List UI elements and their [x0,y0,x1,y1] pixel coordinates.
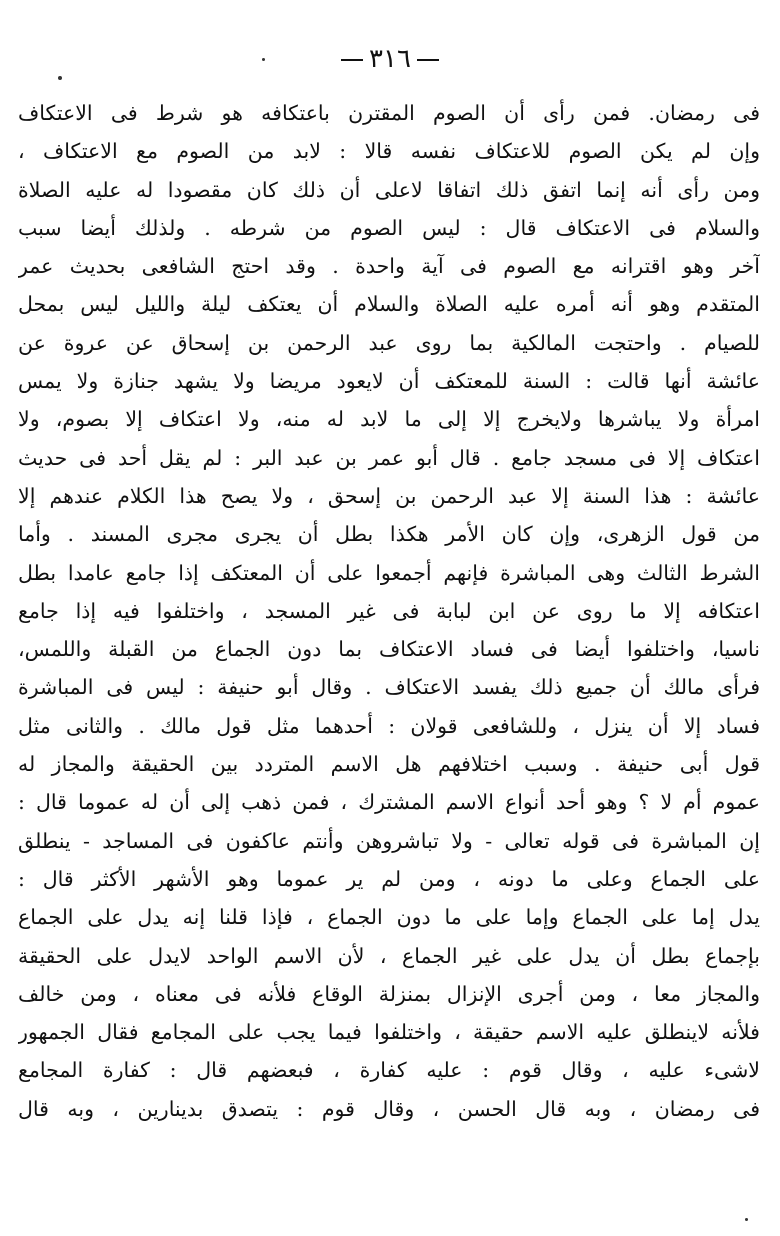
text-line-21: على الجماع وعلى ما دونه ، ومن لم ير عموما وهو الأشهر الأكثر قال : [18,866,760,891]
text-line-12: من قول الزهرى، وإن كان الأمر هكذا بطل أن يجرى مجرى المسند . وأما [18,522,760,547]
text-line-10: اعتكاف إلا فى مسجد جامع . قال أبو عمر بن عبد البر : لم يقل أحد فى حديث [18,445,760,470]
scan-speck [58,76,62,80]
text-line-13: الشرط الثالث وهى المباشرة فإنهم أجمعوا على أن المعتكف إذا جامع عامدا بطل [18,560,760,585]
text-line-5: آخر وهو اقترانه مع الصوم فى آية واحدة . وقد احتج الشافعى بحديث عمر [18,254,760,279]
text-line-23: بإجماع بطل أن يدل على غير الجماع ، لأن الاسم الواحد لايدل على الحقيقة [18,943,760,968]
text-line-2: وإن لم يكن الصوم للاعتكاف نفسه قالا : لابد من الصوم مع الاعتكاف ، [18,139,760,164]
text-line-1: فى رمضان. فمن رأى أن الصوم المقترن باعتكافه هو شرط فى الاعتكاف [18,101,760,125]
text-line-6: المتقدم وهو أنه أمره عليه الصلاة والسلام أن يعتكف ليلة والليل ليس بمحل [18,292,760,317]
text-line-16: فرأى مالك أن جميع ذلك يفسد الاعتكاف . وقال أبو حنيفة : ليس فى المباشرة [18,675,760,700]
text-line-22: يدل إما على الجماع وإما على ما دون الجماع ، فإذا قلنا إنه يدل على الجماع [18,905,760,930]
text-line-15: ناسيا، واختلفوا أيضا فى فساد الاعتكاف بما دون الجماع من القبلة واللمس، [18,637,760,662]
page-number-right-dash [417,59,439,61]
text-line-17: فساد إلا أن ينزل ، وللشافعى قولان : أحدهما مثل قول مالك . والثانى مثل [18,713,760,738]
text-line-19: عموم أم لا ؟ وهو أحد أنواع الاسم المشترك ، فمن ذهب إلى أن له عموما قال : [18,790,760,815]
page-number-text: ٣١٦ [369,44,411,74]
scan-speck [262,58,265,61]
page-number [0,44,780,74]
text-line-7: للصيام . واحتجت المالكية بما روى عبد الرحمن بن إسحاق عن عروة عن [18,330,760,355]
text-line-27: فى رمضان ، وبه قال الحسن ، وقال قوم : يتصدق بدينارين ، وبه قال [18,1096,760,1121]
text-line-11: عائشة : هذا السنة إلا عبد الرحمن بن إسحق ، ولا يصح هذا الكلام عندهم إلا [18,483,760,508]
text-line-4: والسلام فى الاعتكاف قال : ليس الصوم من شرطه . ولذلك أيضا سبب [18,215,760,240]
scan-speck [745,1218,748,1221]
page-number-left-dash [341,59,363,61]
text-line-26: لاشىء عليه ، وقال قوم : عليه كفارة ، فبعضهم قال : كفارة المجامع [18,1058,760,1083]
body-text [18,94,760,1128]
text-line-3: ومن رأى أنه إنما اتفق ذلك اتفاقا لاعلى أن ذلك كان مقصودا له عليه الصلاة [18,177,760,202]
text-line-8: عائشة أنها قالت : السنة للمعتكف أن لايعود مريضا ولا يشهد جنازة ولا يمس [18,369,760,394]
text-line-24: والمجاز معا ، ومن أجرى الإنزال بمنزلة الوقاع فلأنه فى معناه ، ومن خالف [18,981,760,1006]
text-line-20: إن المباشرة فى قوله تعالى - ولا تباشروهن وأنتم عاكفون فى المساجد - ينطلق [18,828,760,853]
text-line-25: فلأنه لاينطلق عليه الاسم حقيقة ، واختلفوا فيما يجب على المجامع فقال الجمهور [18,1020,760,1045]
text-line-9: امرأة ولا يباشرها ولايخرج إلا إلى ما لابد له منه، ولا اعتكاف إلا بصوم، ولا [18,407,760,432]
text-line-14: اعتكافه إلا ما روى عن ابن لبابة فى غير المسجد ، واختلفوا فيه إذا جامع [18,598,760,623]
text-line-18: قول أبى حنيفة . وسبب اختلافهم هل الاسم المتردد بين الحقيقة والمجاز له [18,752,760,777]
